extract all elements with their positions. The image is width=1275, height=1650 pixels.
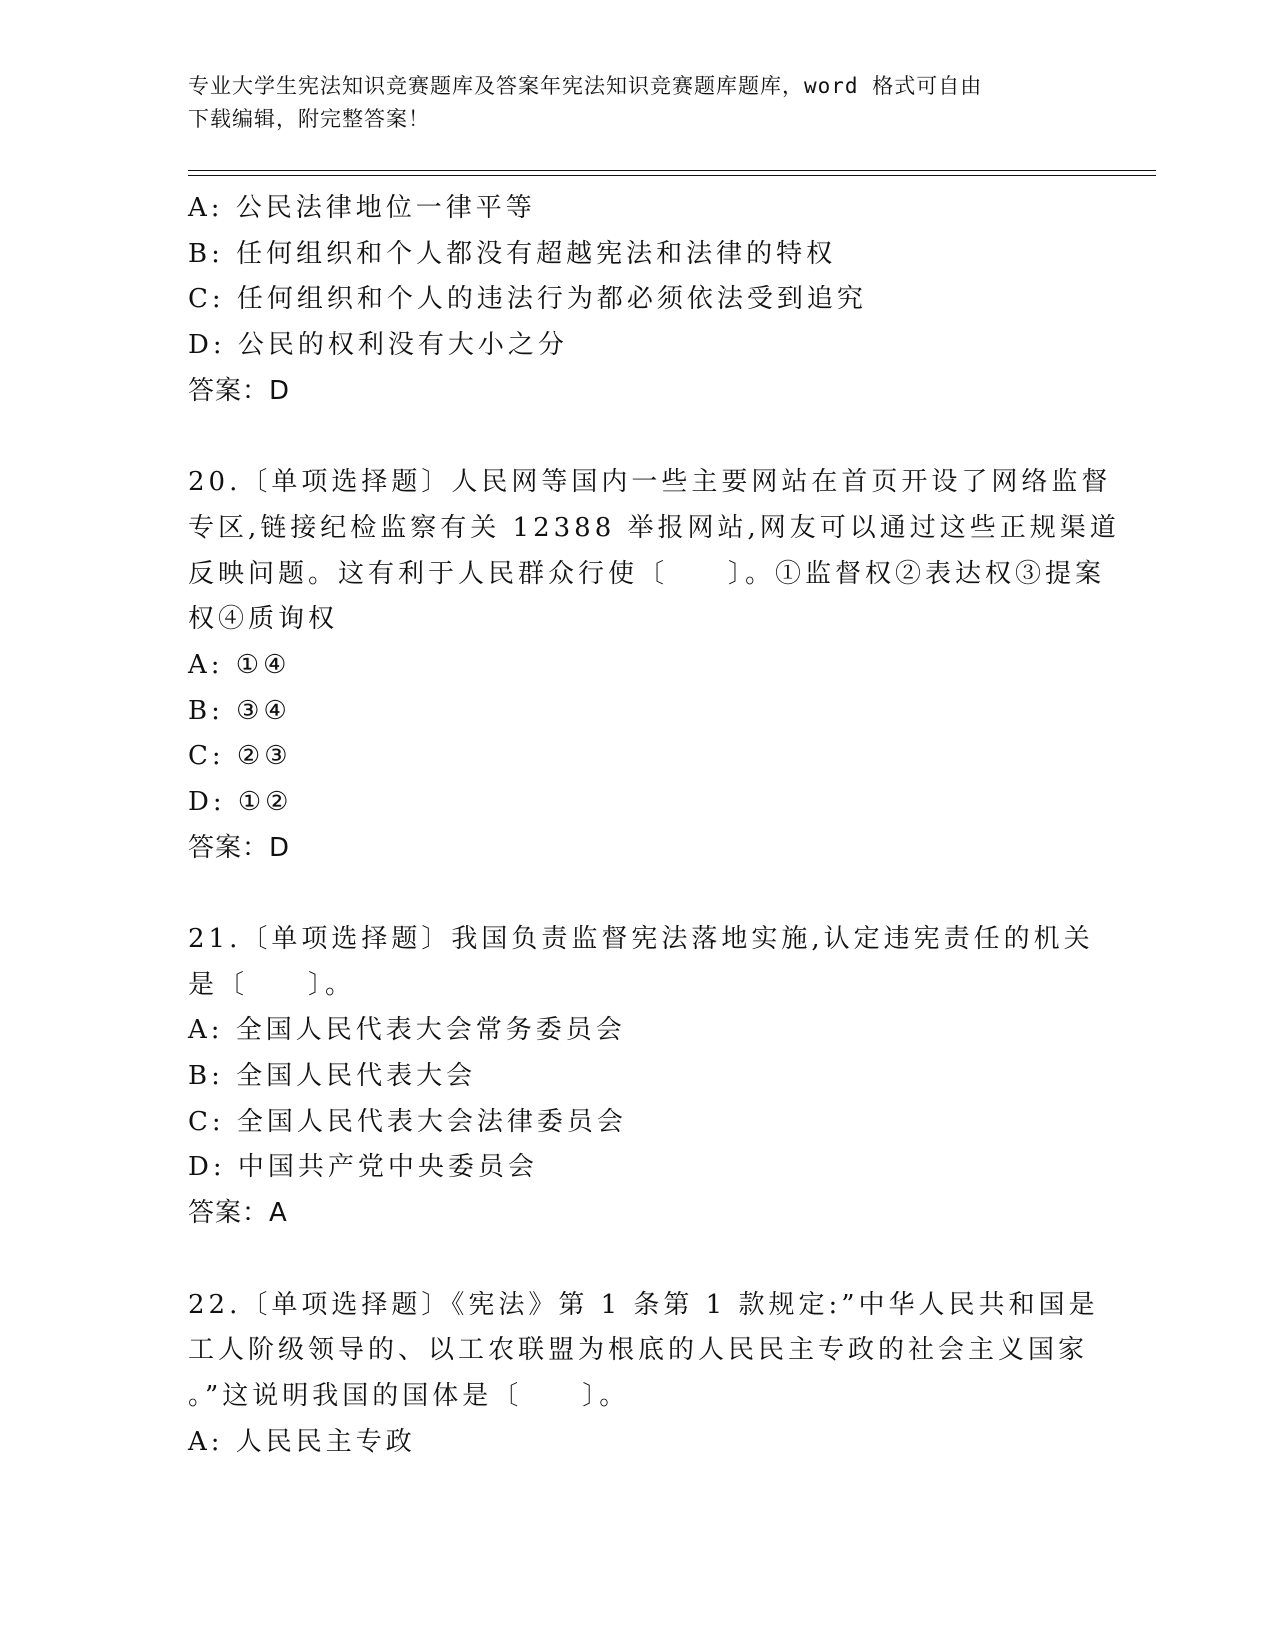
answer-line: 答案：D (188, 375, 291, 406)
option-d: D: 公民的权利没有大小之分 (188, 330, 568, 361)
stem-line: 。”这说明我国的国体是〔 〕。 (188, 1380, 630, 1411)
stem-line: 是〔 〕。 (188, 969, 356, 1000)
answer-line: 答案：A (188, 1198, 288, 1229)
header-line-1: 专业大学生宪法知识竞赛题库及答案年宪法知识竞赛题库题库，word 格式可自由 (188, 74, 983, 98)
question-21 (188, 917, 1094, 1237)
option-b: B: 全国人民代表大会 (188, 1061, 477, 1092)
option-d: D: 中国共产党中央委员会 (188, 1152, 538, 1183)
option-a: A: 全国人民代表大会常务委员会 (188, 1015, 626, 1046)
question-stem (188, 917, 1094, 1008)
question-22 (188, 1283, 1099, 1466)
stem-line: 专区,链接纪检监察有关 12388 举报网站,网友可以通过这些正规渠道 (188, 512, 1120, 543)
stem-line: 20.〔单项选择题〕人民网等国内一些主要网站在首页开设了网络监督 (188, 467, 1112, 498)
question-stem (188, 460, 1120, 643)
option-c: C: 全国人民代表大会法律委员会 (188, 1106, 627, 1137)
stem-line: 22.〔单项选择题〕《宪法》第 1 条第 1 款规定:”中华人民共和国是 (188, 1289, 1099, 1320)
option-a: A: ①④ (188, 649, 291, 680)
spacer (188, 1237, 1088, 1283)
stem-line: 权④质询权 (188, 604, 339, 635)
header-divider-bottom (188, 175, 1156, 176)
option-b: B: ③④ (188, 695, 291, 726)
answer-line: 答案：D (188, 832, 291, 863)
question-19-tail (188, 186, 1088, 414)
spacer (188, 871, 1088, 917)
header-divider-top (188, 170, 1156, 171)
stem-line: 反映问题。这有利于人民群众行使〔 〕。①监督权②表达权③提案 (188, 558, 1106, 589)
stem-line: 21.〔单项选择题〕我国负责监督宪法落地实施,认定违宪责任的机关 (188, 924, 1094, 954)
option-c: C: ②③ (188, 741, 292, 772)
question-20 (188, 460, 1120, 871)
header-line-2: 下载编辑，附完整答案！ (188, 107, 430, 131)
question-stem (188, 1283, 1099, 1420)
document-header (188, 70, 1068, 136)
spacer (188, 414, 1088, 460)
stem-line: 工人阶级领导的、以工农联盟为根底的人民民主专政的社会主义国家 (188, 1335, 1089, 1366)
question-list (188, 186, 1120, 1465)
option-b: B: 任何组织和个人都没有超越宪法和法律的特权 (188, 238, 837, 269)
option-d: D: ①② (188, 786, 293, 817)
option-a: A: 公民法律地位一律平等 (188, 193, 536, 223)
option-a: A: 人民民主专政 (188, 1426, 416, 1457)
option-c: C: 任何组织和个人的违法行为都必须依法受到追究 (188, 284, 867, 315)
